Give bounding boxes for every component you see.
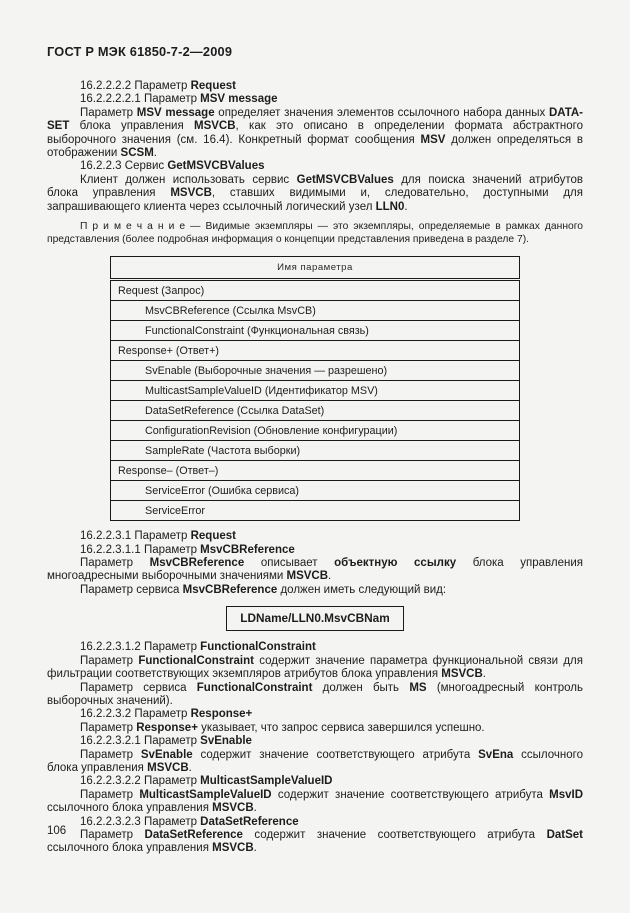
text-run: FunctionalConstraint [200,641,316,654]
text-run: MSVCB [147,761,189,774]
text-run: объектную ссылку [334,557,457,570]
text-run: ссылочного блока управления [47,842,213,855]
text-run: Клиент должен использовать сервис [80,173,297,186]
table-row [111,301,520,321]
table-header-row [111,257,520,280]
text-run: должен иметь следующий вид: [277,583,447,596]
text-run: . [404,200,408,213]
text-run: П р и м е ч а н и е — Видимые экземпляры — это экземпляры, определяемые в рамках данного представления (более подробная информация о концепции представления приведена в разделе 7). [47,221,583,245]
text-run: MSVCB [286,570,329,583]
body-paragraph [47,749,583,776]
text-run: 16.2.2.2.2.1 Параметр [80,93,201,106]
text-run: Параметр [80,654,139,667]
body-paragraph [47,682,583,709]
text-run: GetMSVCBValues [296,173,394,186]
parameters-table-head [111,257,520,280]
parameter-cell: ConfigurationRevision (Обновление конфигурации) [111,421,520,441]
text-run: MSV message [200,93,278,106]
body-paragraph [47,584,583,597]
text-run: 16.2.2.3.1.1 Параметр [80,543,201,556]
parameter-cell: Request (Запрос) [111,280,520,301]
clause-heading [47,708,583,721]
text-run: MsvCBReference [149,557,245,570]
text-run: , как это описано в определении формата абстрактного выборочного значения (см. 16.4). Конкретный формат сообщения [47,120,584,146]
table-row [111,361,520,381]
text-run: DataSetReference [144,828,243,841]
table-row [111,381,520,401]
text-run: MSV message [136,106,215,119]
formula-box-container [47,606,583,631]
text-run: содержит значение соответствующего атрибута [271,788,550,801]
text-run: Request [190,530,236,543]
clause-heading [47,775,583,788]
parameter-cell: MulticastSampleValueID (Идентификатор MSV) [111,381,520,401]
parameter-cell: SampleRate (Частота выборки) [111,441,520,461]
text-run: содержит значение параметра функциональной связи для фильтрации соответствующих экземпляров атрибутов блока управления [47,654,583,681]
text-run: MSVCB [441,668,483,681]
text-run: Response+ [190,708,253,721]
table-row [111,421,520,441]
parameter-cell: SvEnable (Выборочные значения — разрешено) [111,361,520,381]
text-run: SvEnable [200,735,252,748]
parameters-table-body [111,280,520,521]
text-run: SvEna [478,748,514,761]
parameter-cell: Response+ (Ответ+) [111,341,520,361]
body-paragraph [47,107,583,161]
clause-heading [47,160,583,173]
parameter-cell: DataSetReference (Ссылка DataSet) [111,401,520,421]
text-run: для поиска значений атрибутов блока управления [47,173,583,200]
table-row [111,441,520,461]
text-run: указывает, что запрос сервиса завершился успешно. [197,721,485,734]
parameter-cell: MsvCBReference (Ссылка MsvCB) [111,301,520,321]
text-run: . [253,842,257,855]
clause-heading [47,80,583,93]
text-run: MSVCB [212,802,254,815]
text-run: ссылочного блока управления [47,802,213,815]
clause-heading [47,93,583,106]
body-paragraph [47,174,583,214]
parameter-cell: Response– (Ответ–) [111,461,520,481]
parameter-cell: ServiceError (Ошибка сервиса) [111,481,520,501]
body-paragraph [47,722,583,735]
text-run: DATA-SET [47,106,584,133]
text-run: Параметр сервиса [80,681,197,694]
content-flow-before-table [47,80,583,246]
text-run: 16.2.2.3.2.1 Параметр [80,735,201,748]
text-run: MSVCB [170,187,212,200]
text-run: 16.2.2.3.2.3 Параметр [80,815,201,828]
table-row [111,501,520,521]
text-run: 16.2.2.3.2 Параметр [80,708,191,721]
text-run: блока управления многоадресными выборочными значениями [47,557,583,583]
text-run: . [482,668,486,681]
clause-heading [47,816,583,829]
body-paragraph [47,557,583,584]
parameter-cell: FunctionalConstraint (Функциональная связь) [111,321,520,341]
table-row [111,341,520,361]
text-run: DatSet [546,828,583,841]
parameters-table [110,256,520,521]
text-run: (многоадресный контроль выборочных значений). [47,681,583,707]
text-run: MS [409,681,427,694]
text-run: GetMSVCBValues [167,160,265,173]
text-run: MSV [420,133,446,146]
text-run: , ставших видимыми и, следовательно, доступными для запрашивающего клиента через ссылочный логический узел [47,187,583,213]
text-run: Параметр [80,788,140,801]
text-run: MsvCBReference [182,583,278,596]
text-run: . [328,570,332,583]
text-run: Параметр [80,828,145,841]
text-run: должен быть [312,681,410,694]
text-run: Параметр [80,557,150,570]
text-run: ссылочного блока управления [47,748,583,774]
text-run: LLN0 [375,200,405,213]
text-run: MsvCBReference [200,543,295,556]
text-run: содержит значение соответствующего атрибута [192,748,479,761]
body-paragraph [47,829,583,856]
text-run: 16.2.2.3.1.2 Параметр [80,641,201,654]
content-flow-mid [47,530,583,597]
text-run: MSVCB [212,842,254,855]
text-run: SvEnable [140,748,193,761]
text-run: 16.2.2.2.2 Параметр [80,80,191,92]
table-header-cell: Имя параметра [111,257,520,280]
text-run: описывает [244,557,335,570]
text-run: Параметр [80,106,137,119]
text-run: Параметр [80,748,141,761]
text-run: MulticastSampleValueID [139,788,272,801]
note-paragraph [47,221,583,246]
text-run: MsvID [549,788,584,801]
text-run: DataSetReference [200,815,299,828]
text-run: SCSM [120,147,154,160]
clause-heading [47,530,583,543]
content-flow-after-box [47,641,583,856]
text-run: MulticastSampleValueID [200,775,333,788]
document-header: ГОСТ Р МЭК 61850-7-2—2009 [47,44,233,59]
text-run: Параметр сервиса [80,583,183,596]
parameter-cell: ServiceError [111,501,520,521]
text-run: . [253,802,257,815]
clause-heading [47,544,583,557]
text-run: 16.2.2.3.1 Параметр [80,530,191,543]
text-run: FunctionalConstraint [196,681,313,694]
text-run: . [188,761,192,774]
text-run: Response+ [136,721,198,734]
body-paragraph [47,655,583,682]
text-run: Параметр [80,721,137,734]
text-run: MSVCB [194,120,236,133]
text-run: должен определяться в отображении [47,133,583,160]
table-row [111,461,520,481]
table-row [111,280,520,301]
formula-box: LDName/LLN0.MsvCBNam [226,606,403,631]
text-run: Request [190,80,236,92]
text-run: определяет значения элементов ссылочного набора данных [214,106,549,119]
body-paragraph [47,789,583,816]
text-run: FunctionalConstraint [138,654,254,667]
text-run: 16.2.2.3.2.2 Параметр [80,775,201,788]
text-run: 16.2.2.3 Сервис [80,160,168,173]
text-run: блока управления [69,120,195,133]
text-run: . [153,147,157,160]
table-row [111,401,520,421]
table-row [111,321,520,341]
clause-heading [47,641,583,654]
table-row [111,481,520,501]
text-run: содержит значение соответствующего атрибута [242,828,547,841]
page-number: 106 [47,825,67,837]
clause-heading [47,735,583,748]
